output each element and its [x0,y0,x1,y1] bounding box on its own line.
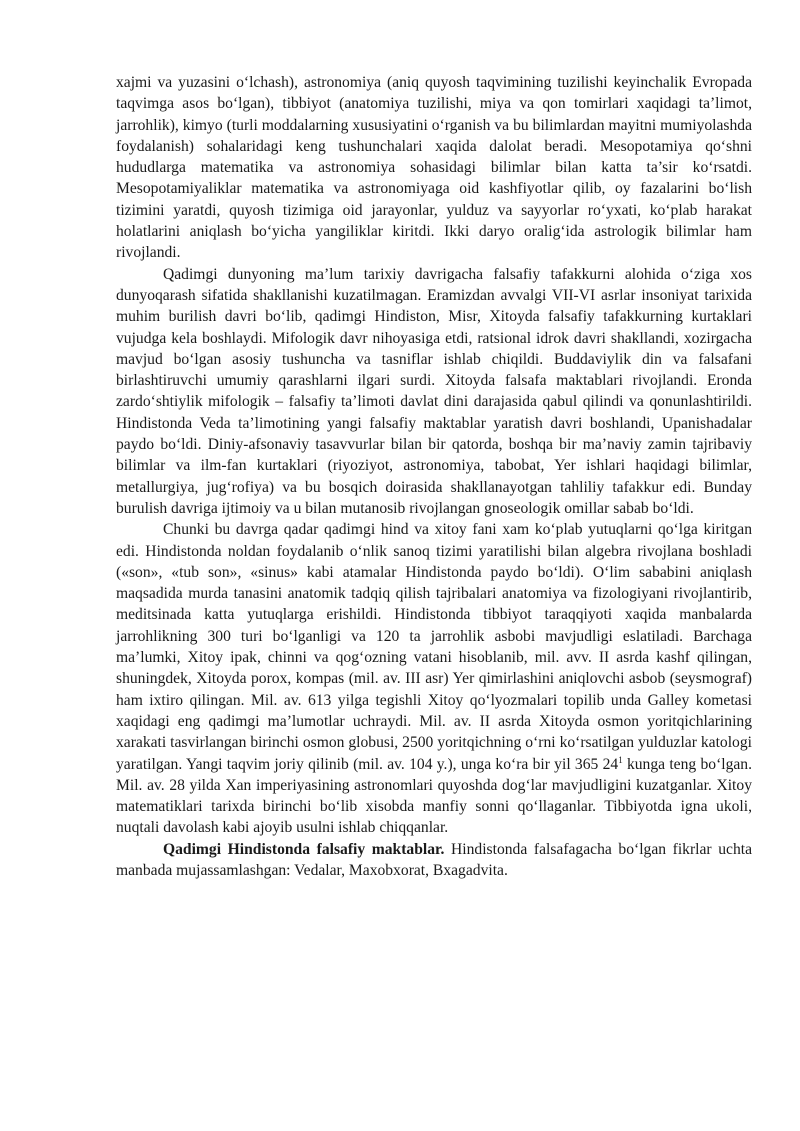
document-page [116,72,752,881]
paragraph-india-china-science [116,519,752,838]
paragraph-mesopotamia-continued: xajmi va yuzasini o‘lchash), astronomiya (aniq quyosh taqvimining tuzilishi keyinchalik Evropada taqvimga asos bo‘lgan), tibbiyot (anatomiya tuzilishi, miya va qon tomirlari xaqidagi ta’limot, jarrohlik), kimyo (turli moddalarning xususiyatini o‘rganish va bu bilimlardan mayitni mumiyolashda foydalanish) sohalaridagi keng tushunchalari xaqida dalolat beradi. Mesopotamiya qo‘shni hududlarga matematika va astronomiya sohasidagi bilimlar bilan katta ta’sir ko‘rsatdi. Mesopotamiyaliklar matematika va astronomiyaga oid kashfiyotlar qilib, oy fazalarini bo‘lish tizimini yaratdi, quyosh tizimiga oid jarayonlar, yulduz va sayyorlar ro‘yxati, ko‘plab harakat holatlarini aniqlash bo‘yicha yangiliklar kiritdi. Ikki daryo oralig‘ida astrologik bilimlar ham rivojlandi. [116,74,752,262]
paragraph-text-before-footnote: Chunki bu davrga qadar qadimgi hind va xitoy fani xam ko‘plab yutuqlarni qo‘lga kiritgan edi. Hindistonda noldan foydalanib o‘nlik sanoq tizimi yaratilishi bilan algebra rivojlana boshladi («son», «tub son», «sinus» kabi atamalar Hindistonda paydo bo‘ldi). O‘lim sababini aniqlash maqsadida murda tanasini anatomik tadqiq qilish tajribalari anatomiya va fizologiyani rivojlantirib, meditsinada katta yutuqlarga erishildi. Hindistonda tibbiyot taraqqiyoti xaqida manbalarda jarrohlikning 300 turi bo‘lganligi va 120 ta jarrohlik asbobi mavjudligi eslatiladi. Barchaga ma’lumki, Xitoy ipak, chinni va qog‘ozning vatani hisoblanib, mil. avv. II asrda kashf qilingan, shuningdek, Xitoyda porox, kompas (mil. av. III asr) Yer qimirlashini aniqlovchi asbob (seysmograf) ham ixtiro qilingan. Mil. av. 613 yilga tegishli Xitoy qo‘lyozmalari topilib unda Galley kometasi xaqidagi eng qadimgi ma’lumotlar uchraydi. Mil. av. II asrda Xitoyda osmon yoritqichlarining xarakati tasvirlangan birinchi osmon globusi, 2500 yoritqichning o‘rni ko‘rsatilgan yulduzlar katologi yaratilgan. Yangi taqvim joriy qilinib (mil. av. 104 y.), unga ko‘ra bir yil 365 24 [116,521,752,773]
footnote-marker[interactable]: 1 [618,754,623,765]
section-heading: Qadimgi Hindistonda falsafiy maktablar. [163,840,445,858]
section-heading-text: Hindistonda falsafagacha bo‘lgan fikrlar uchta manbada mujassamlashgan: Vedalar, Maxobxorat, Bxagadvita. [116,840,753,879]
paragraph-ancient-philosophy: Qadimgi dunyoning ma’lum tarixiy davrigacha falsafiy tafakkurni alohida o‘ziga xos dunyoqarash sifatida shakllanishi kuzatilmagan. Eramizdan avvalgi VII-VI asrlar insoniyat tarixida muhim burilish davri bo‘lib, qadimgi Hindiston, Misr, Xitoyda falsafiy tafakkurning kurtaklari vujudga kela boshlaydi. Mifologik davr nihoyasiga etdi, ratsional idrok davri shakllandi, xozirgacha mavjud bo‘lgan asosiy tushuncha va tasniflar ishlab chiqildi. Buddaviylik din va falsafani birlashtiruvchi umumiy qarashlarni ilgari surdi. Xitoyda falsafa maktablari rivojlandi. Eronda zardo‘shtiylik mifologik – falsafiy ta’limoti davlat dini darajasida qabul qilindi va qonunlashtirildi. Hindistonda Veda ta’limotining yangi falsafiy maktablar yaratish davri boshlandi, Upanishadalar paydo bo‘ldi. Diniy-afsonaviy tasavvurlar bilan bir qatorda, boshqa bir ma’naviy zamin tajribaviy bilimlar va ilm-fan kurtaklari (riyoziyot, astronomiya, tabobat, Yer ishlari haqidagi bilimlar, metallurgiya, jug‘rofiya) va bu bosqich doirasida shakllanayotgan tahliliy tafakkur edi. Bunday burulish davriga ijtimoiy va u bilan mutanosib rivojlangan gnoseologik omillar sabab bo‘ldi. [116,265,752,517]
paragraph-text-after-footnote: kunga teng bo‘lgan. Mil. av. 28 yilda Xan imperiyasining astronomlari quyoshda dog‘lar mavjudligini kuzatganlar. Xitoy matematiklari tarixda birinchi bo‘lib xisobda manfiy sonni qo‘llaganlar. Tibbiyotda igna ukoli, nuqtali davolash kabi ajoyib usulni ishlab chiqqanlar. [116,755,753,837]
paragraph-india-schools [116,839,752,882]
